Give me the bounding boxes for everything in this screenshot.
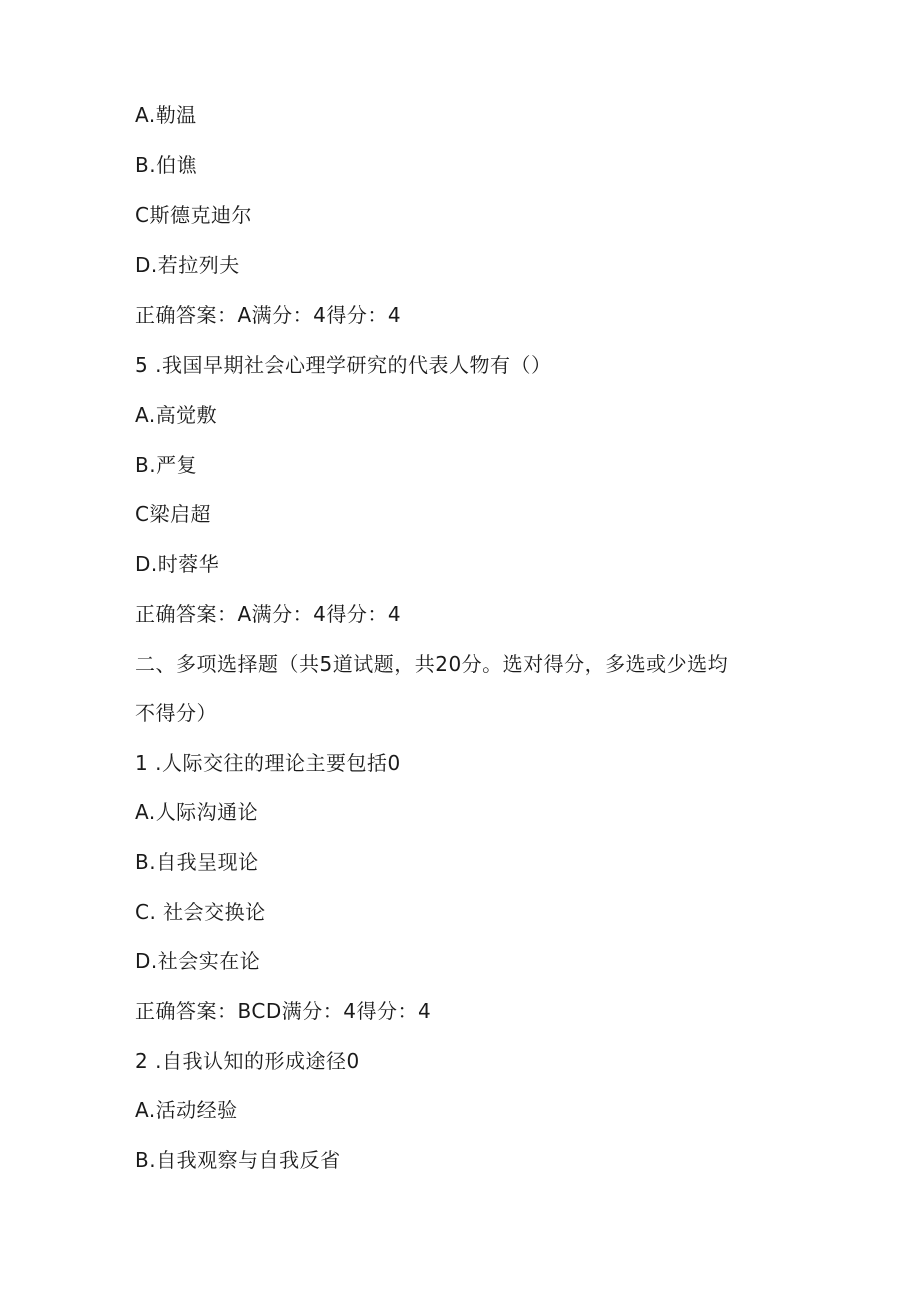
section-heading-multiple-choice: 二、多项选择题（共5道试题，共20分。选对得分，多选或少选均 bbox=[135, 652, 729, 676]
option-a-activity-experience: A.活动经验 bbox=[135, 1098, 238, 1122]
option-b-self-observation: B.自我观察与自我反省 bbox=[135, 1148, 341, 1172]
answer-line-mq1: 正确答案：BCD满分：4得分：4 bbox=[135, 999, 432, 1023]
option-d-shironghua: D.时蓉华 bbox=[135, 552, 220, 576]
option-b-self-presentation: B.自我呈现论 bbox=[135, 850, 259, 874]
section-heading-continued: 不得分） bbox=[135, 701, 217, 725]
option-a-lewin: A.勒温 bbox=[135, 103, 197, 127]
option-d-social-reality: D.社会实在论 bbox=[135, 949, 261, 973]
option-c-social-exchange: C. 社会交换论 bbox=[135, 900, 266, 924]
option-c-sidekedier: C斯德克迪尔 bbox=[135, 203, 252, 227]
answer-line-q5: 正确答案：A满分：4得分：4 bbox=[135, 602, 402, 626]
option-a-communication: A.人际沟通论 bbox=[135, 800, 259, 824]
answer-line-q4: 正确答案：A满分：4得分：4 bbox=[135, 303, 402, 327]
option-d-ruolaliefu: D.若拉列夫 bbox=[135, 253, 240, 277]
option-c-liangqichao: C梁启超 bbox=[135, 502, 211, 526]
question-2: 2 .自我认知的形成途径0 bbox=[135, 1049, 360, 1073]
option-b-boqiao: B.伯谯 bbox=[135, 153, 198, 177]
option-a-gaojuefu: A.高觉敷 bbox=[135, 403, 218, 427]
question-1: 1 .人际交往的理论主要包括0 bbox=[135, 751, 401, 775]
question-5: 5 .我国早期社会心理学研究的代表人物有（） bbox=[135, 353, 552, 377]
option-b-yanfu: B.严复 bbox=[135, 453, 198, 477]
